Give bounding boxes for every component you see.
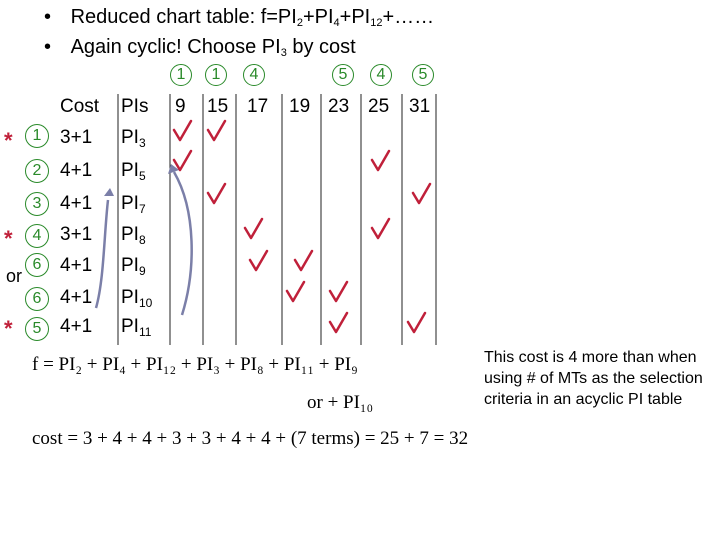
dominance-arrow [96,200,108,308]
check-mark [174,151,191,170]
minterm-header: 9 [175,96,186,117]
pis-header: PIs [121,96,149,117]
minterm-header: 15 [207,96,229,117]
col-count-circle: 1 [205,64,227,86]
minterm-header: 25 [368,96,390,117]
row-pi: $PI_5$ [121,160,146,183]
row-cost: 4+1 [60,193,93,214]
check-mark [287,282,304,301]
minterm-header: 19 [289,96,311,117]
col-count-circle: 5 [332,64,354,86]
or-label: or [6,266,23,286]
minterm-header: 23 [328,96,350,117]
dominance-arrow [174,172,192,315]
row-cost: 4+1 [60,287,93,308]
bullet-dot: • [44,6,52,28]
col-count-circle: 1 [170,64,192,86]
row-number-circle: 2 [25,159,49,183]
row-number-circle: 4 [25,224,49,248]
row-cost: 3+1 [60,224,93,245]
row-number-circle: 3 [25,192,49,216]
bullet-1-text: Reduced chart table: f=PI2+PI4+PI12+…… [70,6,435,29]
check-mark [330,313,347,332]
check-mark [250,251,267,270]
check-mark [413,184,430,203]
col-count-circle: 4 [243,64,265,86]
check-mark [330,282,347,301]
col-count-circle: 4 [370,64,392,86]
check-mark [372,151,389,170]
row-pi: $PI_9$ [121,255,146,278]
row-number-circle: 5 [25,317,49,341]
check-mark [174,121,191,140]
check-mark [372,219,389,238]
cost-header: Cost [60,96,100,117]
cost-note: This cost is 4 more than when using # of MTs as the selection criteria in an acyclic PI table [484,349,703,408]
essential-star: * [4,128,13,153]
row-pi: $PI_8$ [121,224,146,247]
essential-star: * [4,226,13,251]
check-mark [208,121,225,140]
row-cost: 4+1 [60,316,93,337]
check-mark [408,313,425,332]
row-pi: $PI_{11}$ [121,316,152,339]
minterm-header: 31 [409,96,431,117]
alternative-term: or + PI₁₀ [307,392,374,413]
cost-equation: cost = 3 + 4 + 4 + 3 + 3 + 4 + 4 + (7 terms) = 25 + 7 = 32 [32,428,469,449]
row-cost: 4+1 [60,160,93,181]
check-mark [295,251,312,270]
bullet-dot: • [44,36,52,58]
arrow-head [104,188,114,196]
check-mark [245,219,262,238]
row-number-circle: 6 [25,287,49,311]
row-cost: 3+1 [60,127,93,148]
check-mark [208,184,225,203]
minterm-header: 17 [247,96,269,117]
row-number-circle: 6 [25,253,49,277]
row-pi: $PI_7$ [121,193,146,216]
bullet-2-text: Again cyclic! Choose PI3 by cost [70,36,356,59]
row-pi: $PI_{10}$ [121,287,153,310]
row-number-circle: 1 [25,124,49,148]
col-count-circle: 5 [412,64,434,86]
function-expression: f = PI₂ + PI₄ + PI₁₂ + PI₃ + PI₈ + PI₁₁ + PI₉ [32,354,358,375]
row-cost: 4+1 [60,255,93,276]
row-pi: $PI_3$ [121,127,146,150]
essential-star: * [4,316,13,341]
